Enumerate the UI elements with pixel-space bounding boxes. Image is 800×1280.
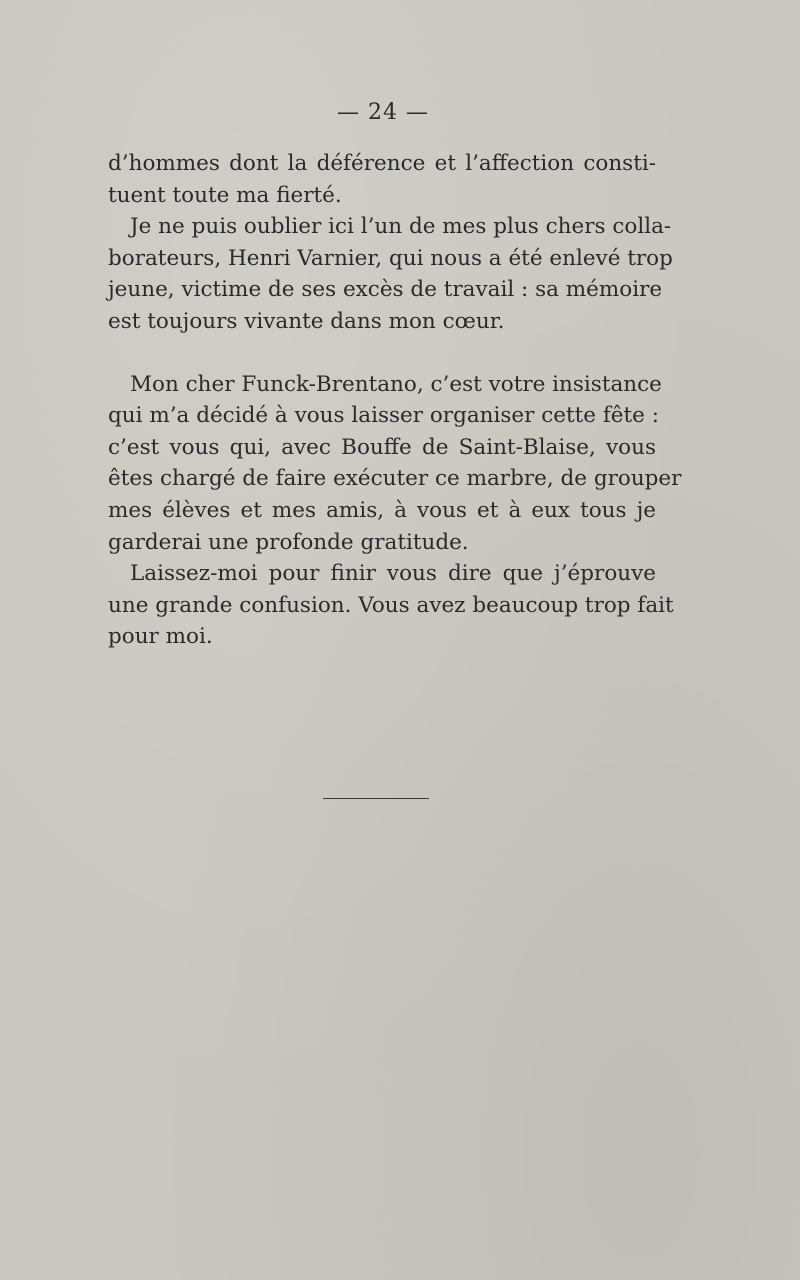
- text-line: est toujours vivante dans mon cœur.: [108, 308, 505, 334]
- section-end-rule: [323, 798, 429, 799]
- paragraph-4: [108, 558, 674, 653]
- paragraph-3: [108, 369, 682, 559]
- text-line: jeune, victime de ses excès de travail : sa mémoire: [108, 277, 663, 303]
- page-number: — 24 —: [337, 100, 429, 125]
- text-line: Laissez-moi pour finir vous dire que j’éprouve: [130, 561, 656, 587]
- paragraph-2: [108, 211, 673, 337]
- text-line: Mon cher Funck-Brentano, c’est votre insistance: [130, 371, 662, 397]
- text-line: c’est vous qui, avec Bouffe de Saint-Blaise, vous: [108, 434, 656, 460]
- text-line: borateurs, Henri Varnier, qui nous a été enlevé trop: [108, 245, 673, 271]
- text-line: tuent toute ma fierté.: [108, 182, 342, 208]
- text-line: Je ne puis oublier ici l’un de mes plus chers colla-: [130, 214, 672, 240]
- text-line: êtes chargé de faire exécuter ce marbre, de grouper: [108, 466, 682, 492]
- text-line: qui m’a décidé à vous laisser organiser cette fête :: [108, 403, 659, 429]
- paragraph-spacer: [108, 338, 656, 369]
- text-line: garderai une profonde gratitude.: [108, 529, 469, 555]
- paragraph-1: [108, 148, 656, 211]
- text-line: mes élèves et mes amis, à vous et à eux tous je: [108, 497, 656, 523]
- body-text: [108, 148, 682, 653]
- text-line: une grande confusion. Vous avez beaucoup trop fait: [108, 592, 674, 618]
- text-line: d’hommes dont la déférence et l’affection consti-: [108, 151, 656, 176]
- text-line: pour moi.: [108, 624, 213, 650]
